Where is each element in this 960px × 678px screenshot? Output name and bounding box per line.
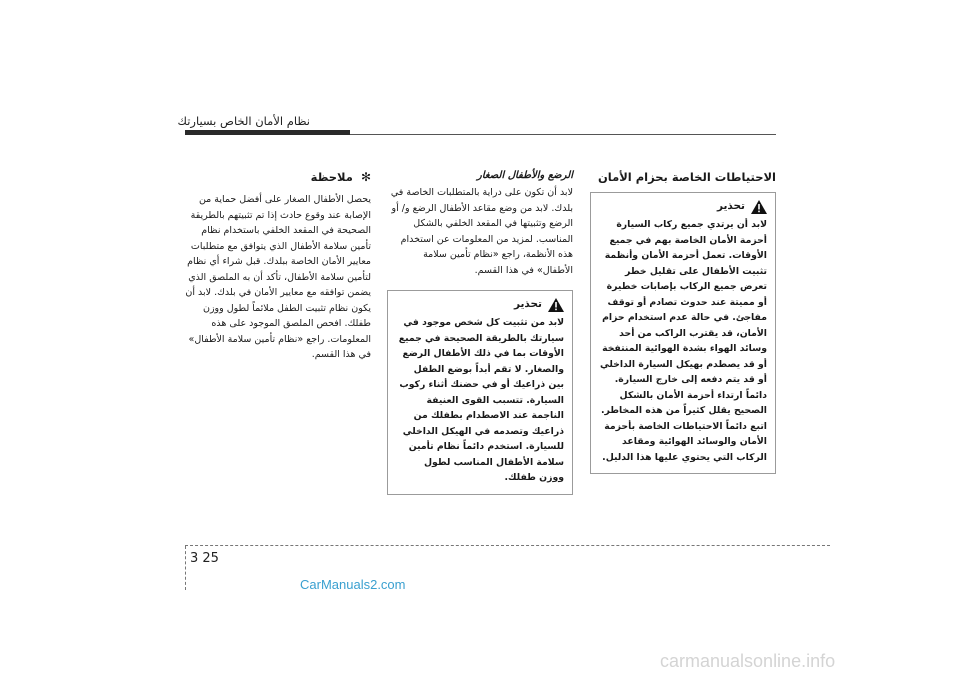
note-title: ملاحظة (310, 170, 353, 184)
middle-column (387, 170, 573, 495)
page-number: 3 25 (190, 551, 219, 566)
warning-label: تحذير (513, 298, 542, 310)
section-title-note (185, 170, 371, 184)
warning-label: تحذير (716, 200, 745, 212)
warning-triangle-icon (751, 199, 767, 213)
section-title-infants: الرضع والأطفال الصغار (477, 170, 573, 181)
asterisk-icon: ✻ (360, 170, 371, 184)
warning-text: لابد أن يرتدي جميع ركاب السيارة أحزمة الأمان الخاصة بهم في جميع الأوقات. تعمل أحزمة الأمان وأنظمة تثبيت الأطفال على تقليل خطر تعرض جميع الركاب بإصابات خطيرة أو مميتة عند حدوث تصادم أو توقف مفاجئ. في حالة عدم استخدام حزام الأمان، قد يقترب الراكب من أحد وسائد الهواء بشدة الهوائية المنتفخة أو قد يصطدم بهيكل السيارة الداخلي أو قد يتم دفعه إلى خارج السيارة. دائماً ارتداء أحزمة الأمان بالشكل الصحيح يقلل كثيراً من هذه المخاطر. اتبع دائماً الاحتياطات الخاصة بأحزمة الأمان والوسائد الهوائية ومقاعد الركاب التي يحتوي عليها هذا الدليل. (599, 219, 767, 463)
watermark-carmanuals2: CarManuals2.com (300, 577, 406, 592)
header-title: نظام الأمان الخاص بسيارتك (177, 114, 310, 128)
warning-triangle-icon (548, 297, 564, 311)
warning-header (396, 297, 564, 311)
warning-box-infants (387, 290, 573, 495)
left-column (185, 170, 371, 363)
footer-vertical-rule (185, 546, 186, 590)
infants-paragraph: لابد أن تكون على دراية بالمتطلبات الخاصة في بلدك. لابد من وضع مقاعد الأطفال الرضع و/ أو الرضع وتثبيتها في المقعد الخلفي بالشكل المناسب. لمزيد من المعلومات عن استخدام هذه الأنظمة، راجع «نظام تأمين سلامة الأطفال» في هذا القسم. (390, 187, 573, 276)
watermark-carmanualsonline: carmanualsonline.info (660, 651, 836, 671)
warning-header (599, 199, 767, 213)
header-bar (185, 130, 350, 135)
right-column (590, 170, 776, 474)
footer-rule (185, 545, 830, 546)
header-rule (350, 134, 776, 135)
warning-box-seatbelt (590, 192, 776, 474)
section-title-seatbelt-precautions: الاحتياطات الخاصة بحزام الأمان (597, 170, 776, 184)
note-paragraph: يحصل الأطفال الصغار على أفضل حماية من الإصابة عند وقوع حادث إذا تم تثبيتهم بالطريقة الصحيحة في المقعد الخلفي باستخدام نظام تأمين سلامة الأطفال الذي يتوافق مع متطلبات معايير الأمان الخاصة ببلدك. قبل شراء أي نظام لتأمين سلامة الأطفال، تأكد أن به الملصق الذي يضمن توافقه مع معايير الأمان في بلدك. لابد أن يكون نظام تثبيت الطفل ملائماً لطول ووزن طفلك. افحص الملصق الموجود على هذه المعلومات. راجع «نظام تأمين سلامة الأطفال» في هذا القسم. (185, 194, 371, 360)
warning-text: لابد من تثبيت كل شخص موجود في سيارتك بالطريقة الصحيحة في جميع الأوقات بما في ذلك الأطفال الرضع والصغار. لا تقم أبداً بوضع الطفل بين ذراعيك أو في حضنك أثناء ركوب السيارة. تتسبب القوى العنيفة الناجمة عند الاصطدام بطفلك من ذراعيك وتصدمه في الهيكل الداخلي للسيارة. استخدم دائماً نظام تأمين سلامة الأطفال المناسب لطول ووزن طفلك. (398, 317, 564, 483)
